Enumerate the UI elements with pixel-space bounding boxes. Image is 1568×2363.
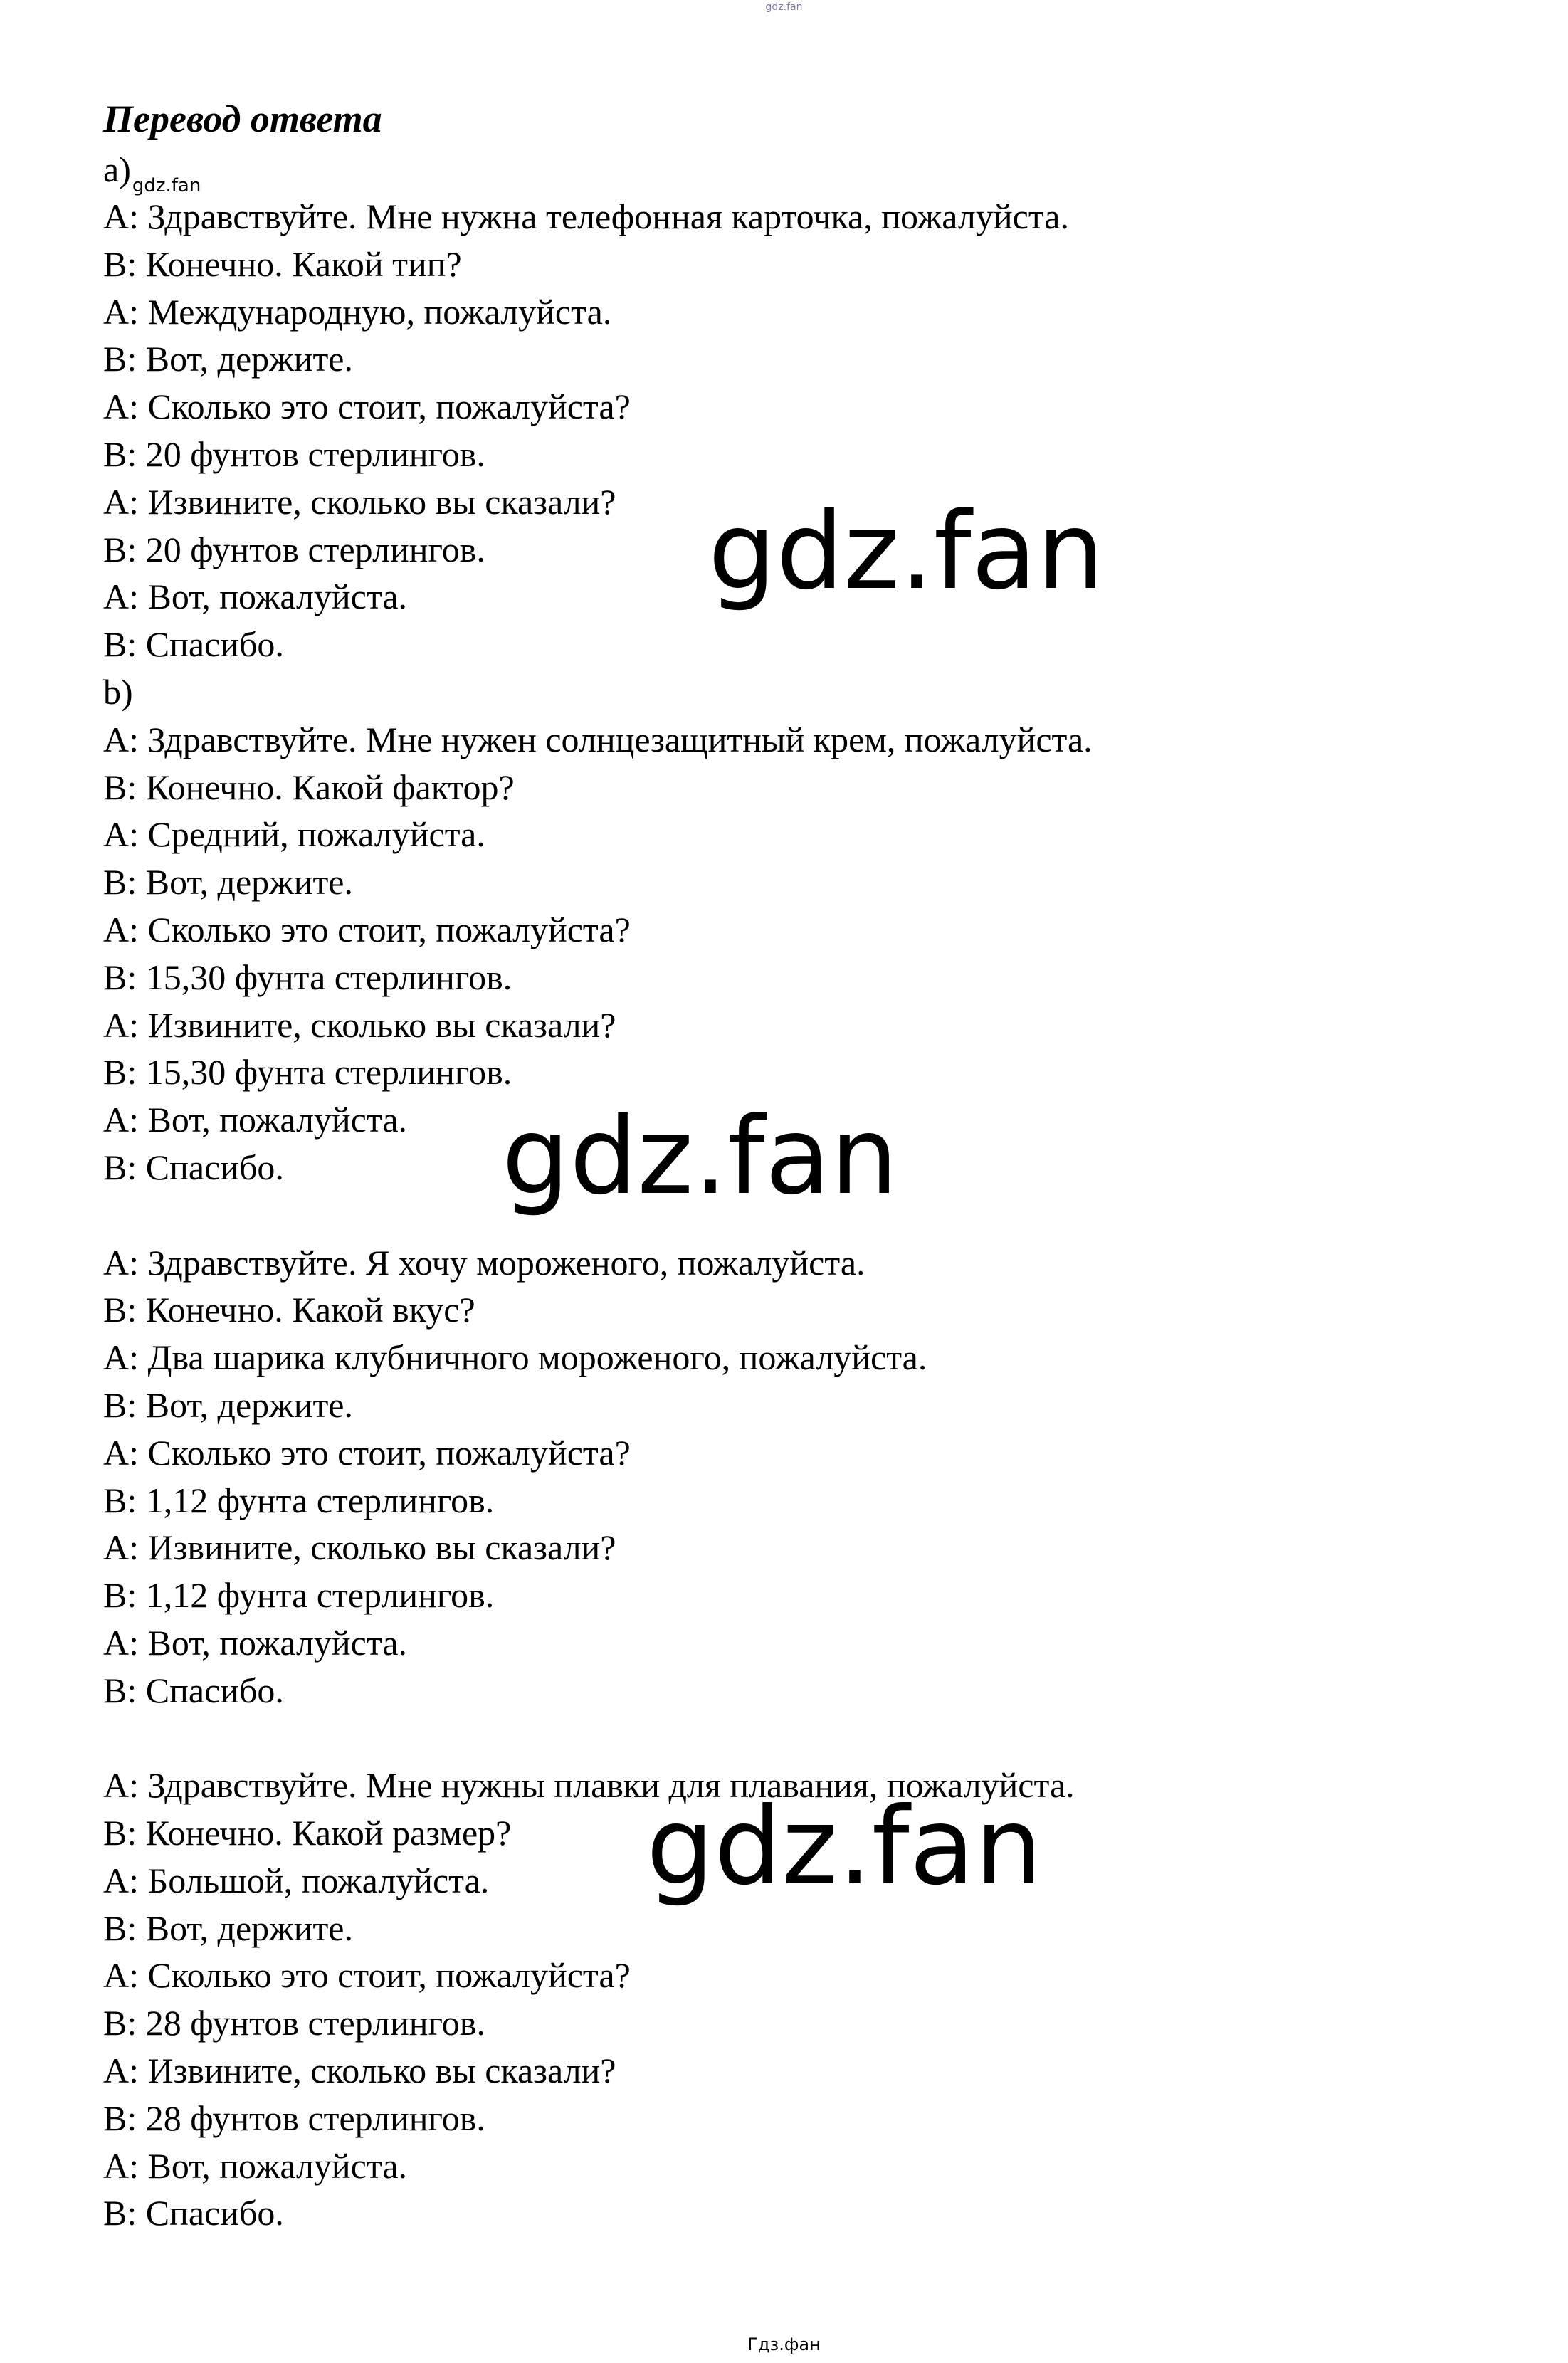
dialogue-line: B: Вот, держите. bbox=[103, 1384, 354, 1425]
dialogue-line: A: Вот, пожалуйста. bbox=[103, 1100, 408, 1140]
dialogue-line: A: Сколько это стоит, пожалуйста? bbox=[103, 1432, 631, 1473]
dialogue-line: A: Средний, пожалуйста. bbox=[103, 814, 485, 855]
dialogue-line: A: Вот, пожалуйста. bbox=[103, 2145, 408, 2186]
section-label-a bbox=[103, 146, 1456, 196]
document-title: Перевод ответа bbox=[103, 98, 382, 140]
section-spacer bbox=[103, 1715, 1456, 1762]
dialogue-line: B: 15,30 фунта стерлингов. bbox=[103, 1052, 512, 1093]
dialogue-line: B: Спасибо. bbox=[103, 1147, 284, 1187]
dialogue-line: B: Конечно. Какой вкус? bbox=[103, 1290, 475, 1330]
dialogue-line: B: 28 фунтов стерлингов. bbox=[103, 2003, 485, 2043]
dialogue-line: A: Международную, пожалуйста. bbox=[103, 291, 612, 332]
dialogue-line: A: Сколько это стоит, пожалуйста? bbox=[103, 386, 631, 427]
footer-watermark: Гдз.фан bbox=[747, 2335, 821, 2354]
inline-watermark: gdz.fan bbox=[132, 175, 201, 196]
dialogue-line: A: Здравствуйте. Мне нужен солнцезащитный крем, пожалуйста. bbox=[103, 719, 1093, 759]
dialogue-line: B: Вот, держите. bbox=[103, 1907, 354, 1948]
dialogue-line: B: Вот, держите. bbox=[103, 339, 354, 379]
dialogue-line: A: Здравствуйте. Я хочу мороженого, пожалуйста. bbox=[103, 1242, 865, 1283]
dialogue-line: A: Большой, пожалуйста. bbox=[103, 1860, 490, 1900]
dialogue-line: B: Спасибо. bbox=[103, 2193, 284, 2233]
dialogue-line: B: Конечно. Какой фактор? bbox=[103, 767, 515, 807]
dialogue-line: A: Вот, пожалуйста. bbox=[103, 577, 408, 617]
dialogue-line: B: Вот, держите. bbox=[103, 862, 354, 902]
section-label-a-text: a) bbox=[103, 149, 131, 189]
dialogue-line: B: 15,30 фунта стерлингов. bbox=[103, 957, 512, 997]
watermark: gdz.fan bbox=[646, 1785, 1043, 1909]
dialogue-line: B: Спасибо. bbox=[103, 1670, 284, 1710]
dialogue-line: B: 20 фунтов стерлингов. bbox=[103, 433, 485, 474]
dialogue-line: A: Извините, сколько вы сказали? bbox=[103, 481, 616, 522]
dialogue-line: A: Здравствуйте. Мне нужна телефонная карточка, пожалуйста. bbox=[103, 196, 1069, 236]
dialogue-line: B: 1,12 фунта стерлингов. bbox=[103, 1480, 495, 1520]
dialogue-line: A: Два шарика клубничного мороженого, пожалуйста. bbox=[103, 1337, 927, 1378]
dialogue-line: A: Извините, сколько вы сказали? bbox=[103, 2051, 616, 2091]
dialogue-line: B: 28 фунтов стерлингов. bbox=[103, 2098, 485, 2138]
dialogue-line: A: Здравствуйте. Мне нужны плавки для плавания, пожалуйста. bbox=[103, 1765, 1075, 1806]
dialogue-line: B: Конечно. Какой размер? bbox=[103, 1813, 512, 1853]
top-watermark: gdz.fan bbox=[765, 1, 803, 13]
dialogue-line: B: 20 фунтов стерлингов. bbox=[103, 529, 485, 569]
dialogue-section-c bbox=[103, 1239, 1456, 1715]
dialogue-line: A: Вот, пожалуйста. bbox=[103, 1622, 408, 1663]
dialogue-line: B: Спасибо. bbox=[103, 624, 284, 665]
watermark: gdz.fan bbox=[708, 490, 1105, 614]
dialogue-line: A: Извините, сколько вы сказали? bbox=[103, 1527, 616, 1568]
dialogue-line: A: Сколько это стоит, пожалуйста? bbox=[103, 1955, 631, 1996]
dialogue-line: A: Сколько это стоит, пожалуйста? bbox=[103, 909, 631, 949]
dialogue-line: B: Конечно. Какой тип? bbox=[103, 243, 462, 284]
dialogue-line: A: Извините, сколько вы сказали? bbox=[103, 1004, 616, 1045]
dialogue-line: B: 1,12 фунта стерлингов. bbox=[103, 1575, 495, 1616]
section-label-b: b) bbox=[103, 671, 133, 712]
watermark: gdz.fan bbox=[502, 1095, 898, 1219]
